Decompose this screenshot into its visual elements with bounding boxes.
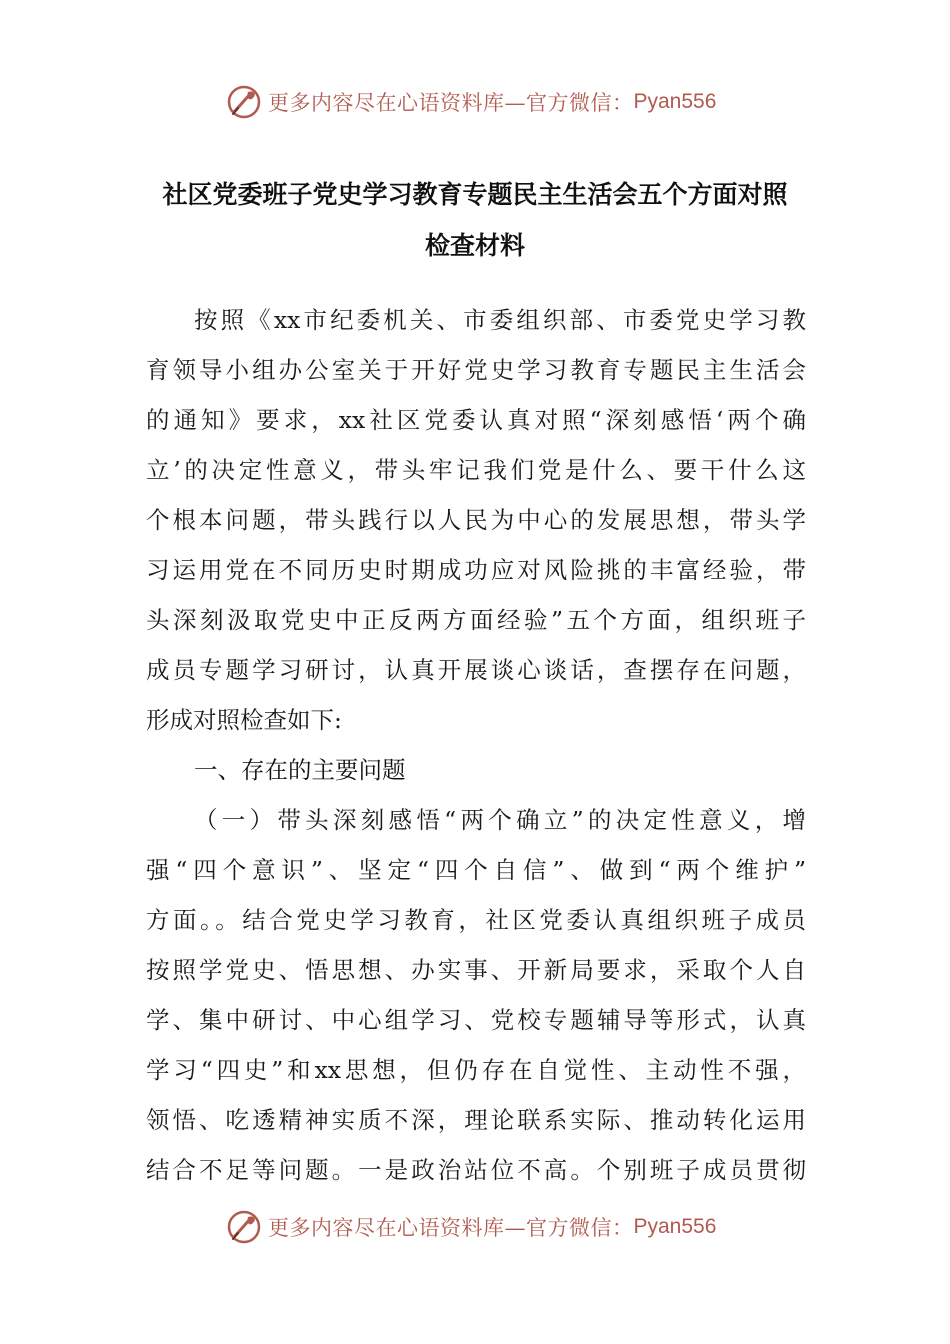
- paragraph-line: 按照《xx市纪委机关、市委组织部、市委党史学习教: [194, 306, 806, 334]
- paragraph-line: 领悟、吃透精神实质不深，理论联系实际、推动转化运用: [146, 1106, 806, 1134]
- paragraph-line: 头深刻汲取党史中正反两方面经验”五个方面，组织班子: [146, 606, 806, 634]
- paragraph-line: 的通知》要求，xx社区党委认真对照“深刻感悟‘两个确: [146, 406, 806, 434]
- watermark-wechat-handle: Pyan556: [633, 90, 717, 113]
- paragraph-line: 学习“四史”和xx思想，但仍存在自觉性、主动性不强，: [146, 1056, 806, 1084]
- watermark-text: 更多内容尽在心语资料库—官方微信：: [268, 91, 634, 115]
- paragraph-line: 习运用党在不同历史时期成功应对风险挑的丰富经验，带: [146, 556, 806, 584]
- header-watermark-banner: [226, 82, 746, 122]
- quill-logo-icon: [226, 84, 262, 120]
- paragraph-line: 方面。。结合党史学习教育，社区党委认真组织班子成员: [146, 906, 806, 934]
- paragraph-line: 按照学党史、悟思想、办实事、开新局要求，采取个人自: [146, 956, 806, 984]
- document-title-line-2: 检查材料: [424, 231, 525, 260]
- paragraph-line: 立’的决定性意义，带头牢记我们党是什么、要干什么这: [146, 456, 806, 484]
- footer-watermark-banner: [226, 1207, 746, 1247]
- paragraph-line: 学、集中研讨、中心组学习、党校专题辅导等形式，认真: [146, 1006, 806, 1034]
- document-title-line-1: 社区党委班子党史学习教育专题民主生活会五个方面对照: [162, 180, 788, 209]
- paragraph-line: 强“四个意识”、坚定“四个自信”、做到“两个维护”: [146, 856, 806, 884]
- paragraph-line: 形成对照检查如下:: [146, 706, 342, 734]
- paragraph-line: （一）带头深刻感悟“两个确立”的决定性意义，增: [194, 806, 806, 834]
- paragraph-line: 结合不足等问题。一是政治站位不高。个别班子成员贯彻: [146, 1156, 806, 1184]
- quill-logo-icon: [226, 1209, 262, 1245]
- paragraph-line: 个根本问题，带头践行以人民为中心的发展思想，带头学: [146, 506, 806, 534]
- paragraph-line: 育领导小组办公室关于开好党史学习教育专题民主生活会: [146, 356, 806, 384]
- section-heading: 一、存在的主要问题: [194, 756, 406, 784]
- paragraph-line: 成员专题学习研讨，认真开展谈心谈话，查摆存在问题，: [146, 656, 806, 684]
- watermark-wechat-handle: Pyan556: [633, 1215, 717, 1238]
- watermark-text: 更多内容尽在心语资料库—官方微信：: [268, 1216, 634, 1240]
